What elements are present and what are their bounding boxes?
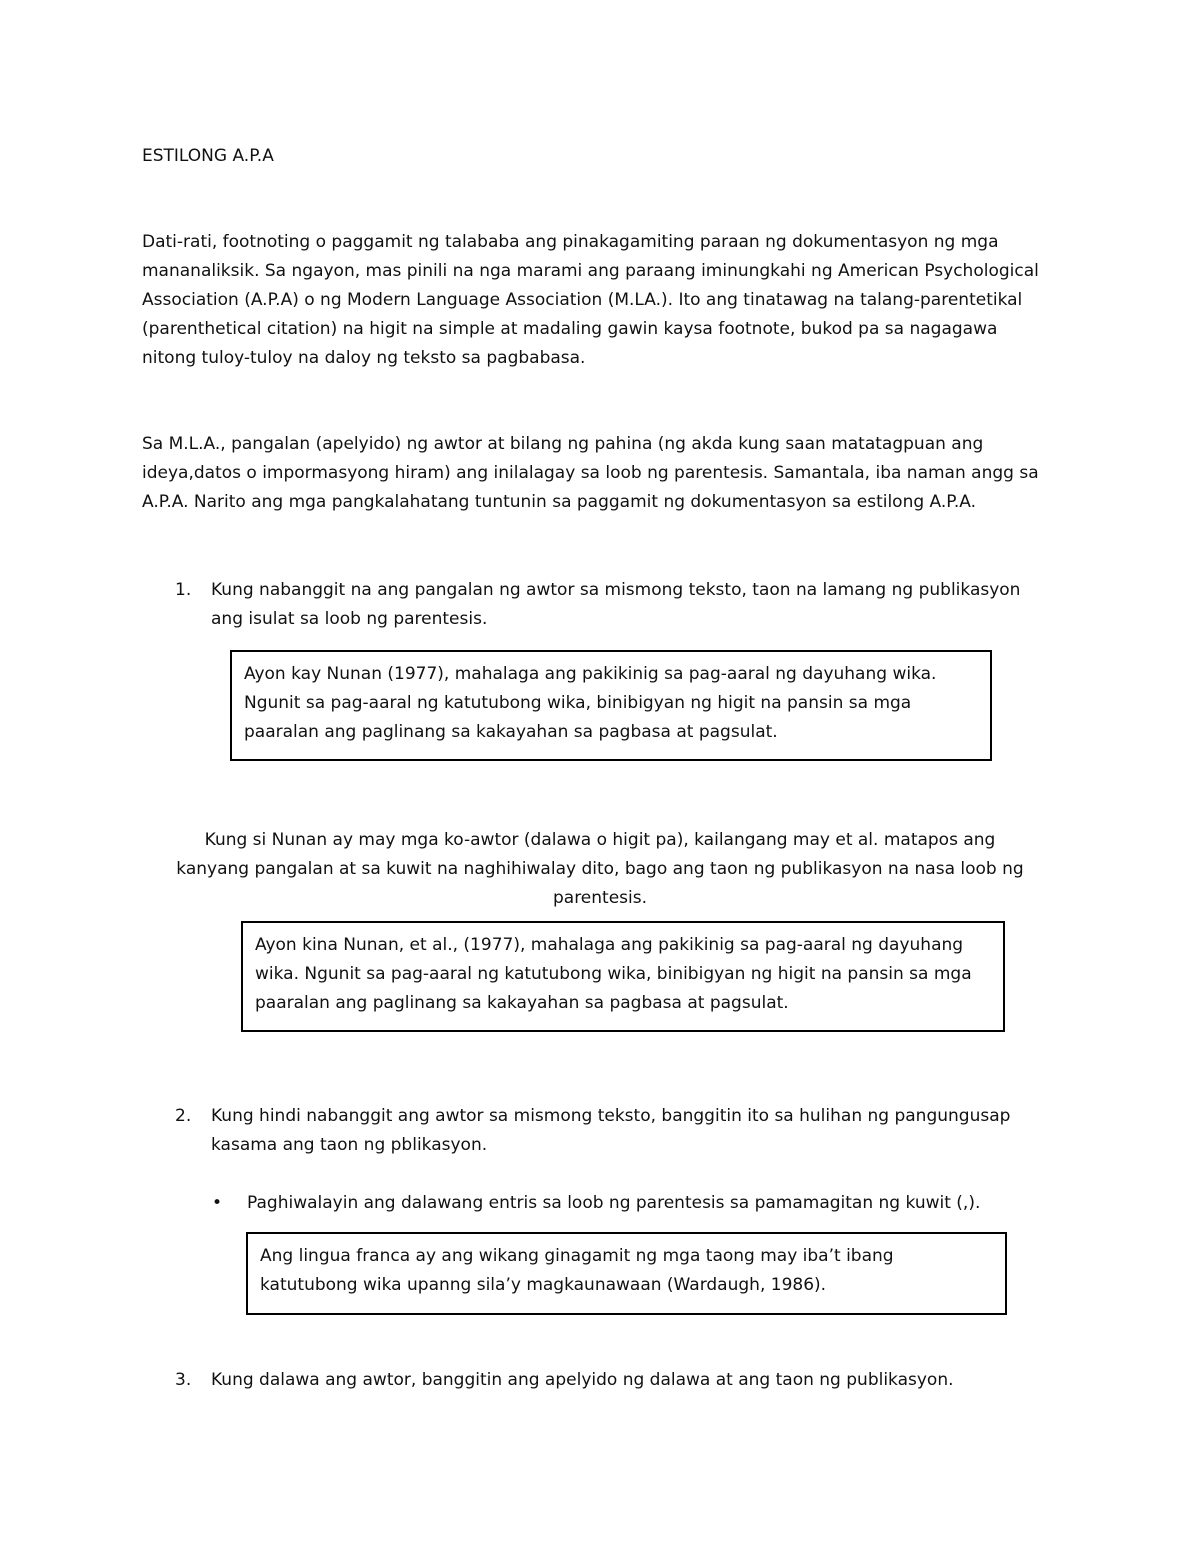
- rule-3-number: 3.: [175, 1370, 192, 1390]
- rule-2-number: 2.: [175, 1106, 192, 1126]
- coauthor-line: kanyang pangalan at sa kuwit na naghihiwalay dito, bago ang taon ng publikasyon na nasa loob ng: [176, 859, 1024, 879]
- example-box-1: [230, 650, 992, 761]
- intro-line: Association (A.P.A) o ng Modern Language Association (M.LA.). Ito ang tinatawag na talang-parentetikal: [142, 290, 1023, 310]
- mla-line: A.P.A. Narito ang mga pangkalahatang tuntunin sa paggamit ng dokumentasyon sa estilong A.P.A.: [142, 492, 977, 512]
- mla-line: Sa M.L.A., pangalan (apelyido) ng awtor at bilang ng pahina (ng akda kung saan matatagpuan ang: [142, 434, 984, 454]
- rule-1-line: Kung nabanggit na ang pangalan ng awtor sa mismong teksto, taon na lamang ng publikasyon: [211, 580, 1021, 600]
- intro-paragraph: [142, 228, 1039, 373]
- box-3-line: katutubong wika upanng sila’y magkaunawaan (Wardaugh, 1986).: [260, 1275, 827, 1295]
- box-2-line: paaralan ang paglinang sa kakayahan sa pagbasa at pagsulat.: [255, 993, 789, 1013]
- box-2-line: Ayon kina Nunan, et al., (1977), mahalaga ang pakikinig sa pag-aaral ng dayuhang: [255, 935, 964, 955]
- bullet-text: Paghiwalayin ang dalawang entris sa loob ng parentesis sa pamamagitan ng kuwit (,).: [247, 1193, 981, 1213]
- box-1-line: paaralan ang paglinang sa kakayahan sa pagbasa at pagsulat.: [244, 722, 778, 742]
- example-box-3: [246, 1232, 1007, 1315]
- document-title: ESTILONG A.P.A: [142, 146, 274, 166]
- intro-line: (parenthetical citation) na higit na simple at madaling gawin kaysa footnote, bukod pa sa nagagawa: [142, 319, 998, 339]
- bullet-icon: •: [212, 1193, 223, 1213]
- intro-line: mananaliksik. Sa ngayon, mas pinili na nga marami ang paraang iminungkahi ng American Psychological: [142, 261, 1039, 281]
- rule-3-text: Kung dalawa ang awtor, banggitin ang apelyido ng dalawa at ang taon ng publikasyon.: [211, 1370, 954, 1390]
- intro-line: nitong tuloy-tuloy na daloy ng teksto sa pagbabasa.: [142, 348, 586, 368]
- rule-1-number: 1.: [175, 580, 192, 600]
- intro-line: Dati-rati, footnoting o paggamit ng talababa ang pinakagamiting paraan ng dokumentasyon ng mga: [142, 232, 999, 252]
- rule-1-line: ang isulat sa loob ng parentesis.: [211, 609, 488, 629]
- box-1-line: Ayon kay Nunan (1977), mahalaga ang pakikinig sa pag-aaral ng dayuhang wika.: [244, 664, 937, 684]
- coauthor-line: Kung si Nunan ay may mga ko-awtor (dalawa o higit pa), kailangang may et al. matapos ang: [204, 830, 996, 850]
- coauthor-line: parentesis.: [552, 888, 648, 908]
- example-box-2: [241, 921, 1005, 1032]
- rule-2-line: kasama ang taon ng pblikasyon.: [211, 1135, 488, 1155]
- mla-paragraph: [142, 430, 1039, 517]
- mla-line: ideya,datos o impormasyong hiram) ang inilalagay sa loob ng parentesis. Samantala, iba naman angg sa: [142, 463, 1039, 483]
- box-1-line: Ngunit sa pag-aaral ng katutubong wika, binibigyan ng higit na pansin sa mga: [244, 693, 912, 713]
- box-3-line: Ang lingua franca ay ang wikang ginagamit ng mga taong may iba’t ibang: [260, 1246, 894, 1266]
- rule-2-line: Kung hindi nabanggit ang awtor sa mismong teksto, banggitin ito sa hulihan ng pangungusap: [211, 1106, 1011, 1126]
- rule-1-text: [211, 576, 1020, 634]
- box-2-line: wika. Ngunit sa pag-aaral ng katutubong wika, binibigyan ng higit na pansin sa mga: [255, 964, 972, 984]
- rule-2-text: [211, 1102, 1010, 1160]
- coauthor-paragraph: [150, 826, 1050, 913]
